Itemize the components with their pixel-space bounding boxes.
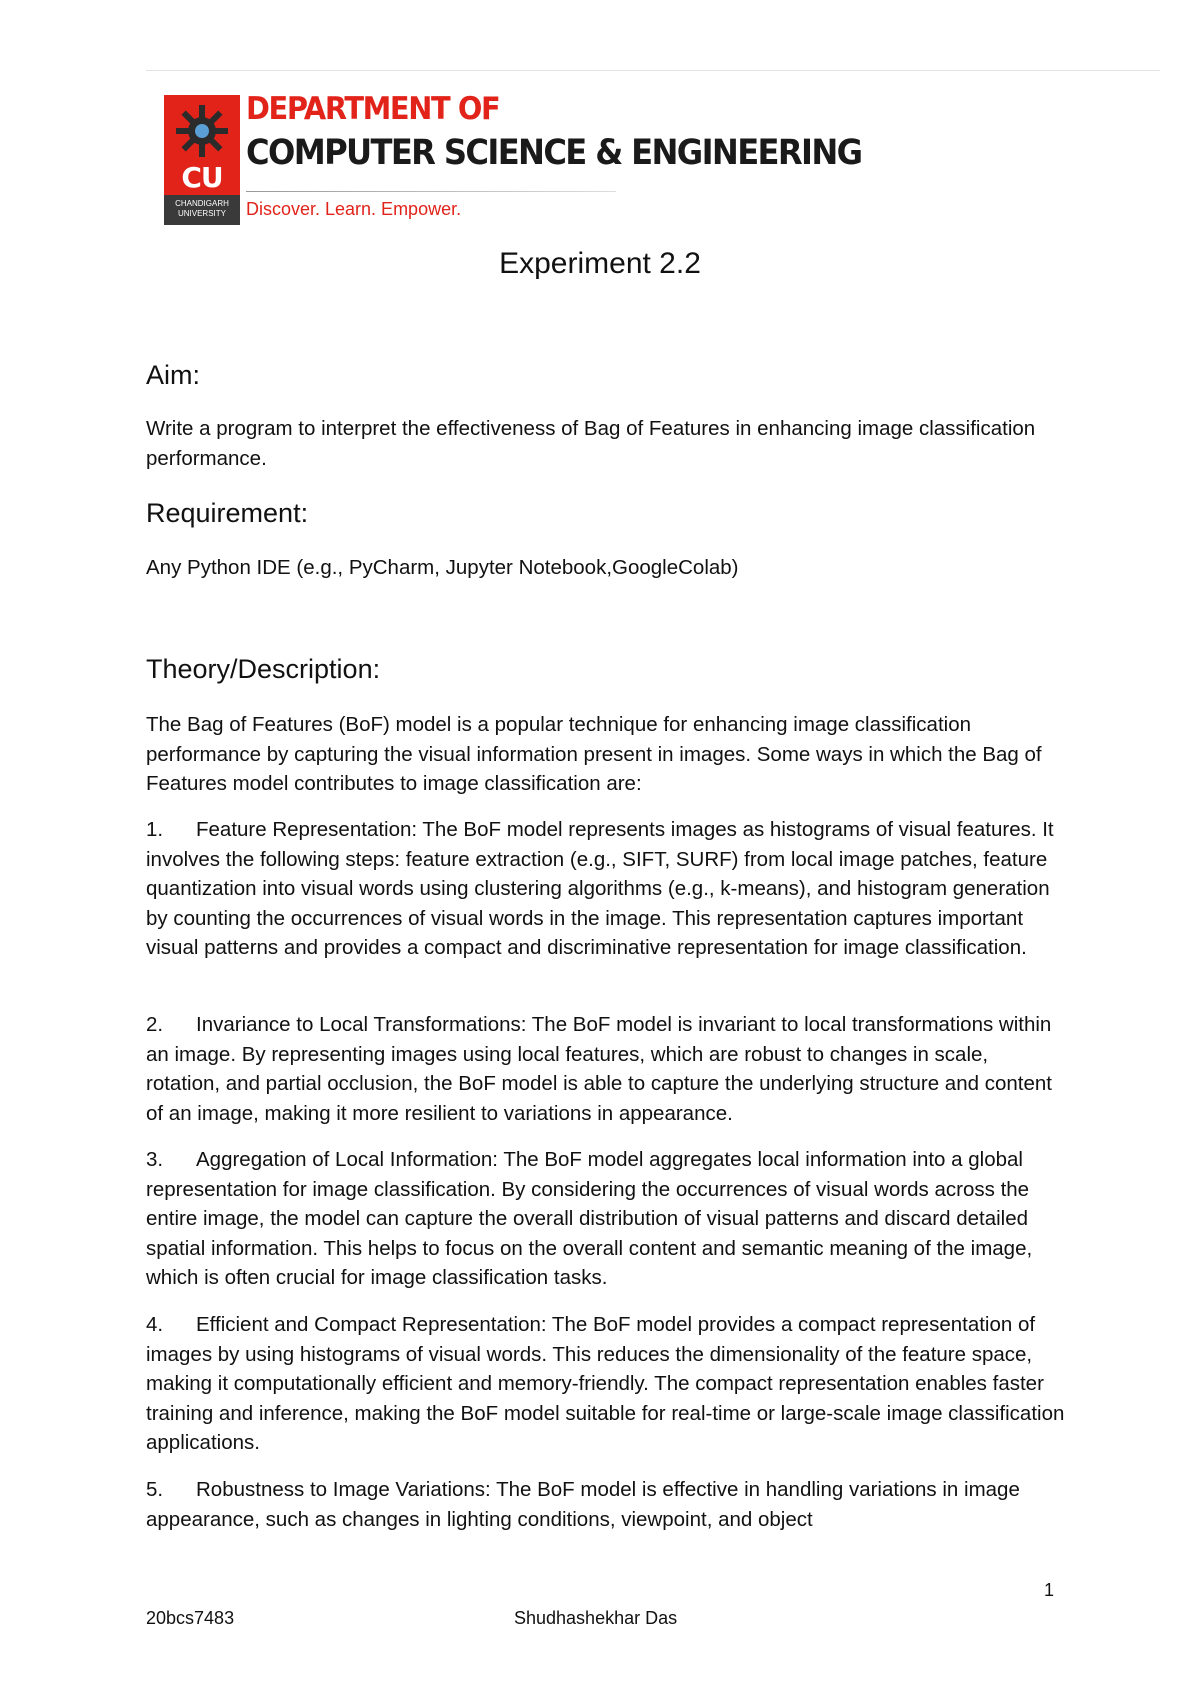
list-item-number: 2. [146, 1013, 164, 1036]
header-divider [146, 70, 1160, 71]
page-number: 1 [1044, 1580, 1055, 1600]
list-item [146, 1310, 1066, 1458]
logo-divider [246, 191, 616, 192]
university-seal [164, 95, 240, 225]
logo-tagline: Discover. Learn. Empower. [246, 199, 462, 219]
department-name-line2: COMPUTER SCIENCE & ENGINEERING [246, 133, 862, 173]
list-item-number: 3. [146, 1148, 164, 1171]
department-logo [164, 91, 862, 227]
list-item-number: 5. [146, 1478, 164, 1501]
list-item-text: Invariance to Local Transformations: The BoF model is invariant to local transformations within an image. By representing images using local features, which are robust to changes in scale, rotation, and partial occlusion, the BoF model is able to capture the underlying structure and content of an image, making it more resilient to variations in appearance. [146, 1013, 1052, 1125]
theory-heading: Theory/Description: [146, 654, 381, 684]
theory-intro: The Bag of Features (BoF) model is a popular technique for enhancing image classification performance by capturing the visual information present in images. Some ways in which the Bag of Features model contributes to image classification are: [146, 713, 1042, 795]
seal-caption: CHANDIGARH UNIVERSITY [164, 195, 240, 225]
footer-roll-number: 20bcs7483 [146, 1608, 235, 1628]
seal-emblem-icon [174, 103, 230, 159]
list-item [146, 1145, 1066, 1293]
list-item [146, 815, 1066, 963]
requirement-text: Any Python IDE (e.g., PyCharm, Jupyter Notebook,GoogleColab) [146, 556, 739, 579]
list-item [146, 1475, 1066, 1534]
list-item [146, 1010, 1066, 1128]
list-item-text: Robustness to Image Variations: The BoF model is effective in handling variations in image appearance, such as changes in lighting conditions, viewpoint, and object [146, 1478, 1020, 1531]
aim-text: Write a program to interpret the effectiveness of Bag of Features in enhancing image classification performance. [146, 417, 1036, 470]
aim-heading: Aim: [146, 360, 200, 390]
list-item-text: Feature Representation: The BoF model represents images as histograms of visual features. It involves the following steps: feature extraction (e.g., SIFT, SURF) from local image patches, feature quantization into visual words using clustering algorithms (e.g., k-means), and histogram generation by counting the occurrences of visual words in the image. This representation captures important visual patterns and provides a compact and discriminative representation for image classification. [146, 818, 1054, 959]
list-item-text: Aggregation of Local Information: The BoF model aggregates local information into a global representation for image classification. By considering the occurrences of visual words across the entire image, the model can capture the overall distribution of visual patterns and discard detailed spatial information. This helps to focus on the overall content and semantic meaning of the image, which is often crucial for image classification tasks. [146, 1148, 1033, 1289]
department-name-line1: DEPARTMENT OF [246, 91, 500, 127]
seal-cu-text: CU [181, 161, 223, 194]
requirement-heading: Requirement: [146, 498, 309, 528]
page-title: Experiment 2.2 [499, 247, 701, 280]
list-item-number: 1. [146, 818, 164, 841]
list-item-text: Efficient and Compact Representation: The BoF model provides a compact representation of images by using histograms of visual words. This reduces the dimensionality of the feature space, making it computationally efficient and memory-friendly. The compact representation enables faster training and inference, making the BoF model suitable for real-time or large-scale image classification applications. [146, 1313, 1065, 1454]
list-item-number: 4. [146, 1313, 164, 1336]
footer-author: Shudhashekhar Das [514, 1608, 678, 1628]
